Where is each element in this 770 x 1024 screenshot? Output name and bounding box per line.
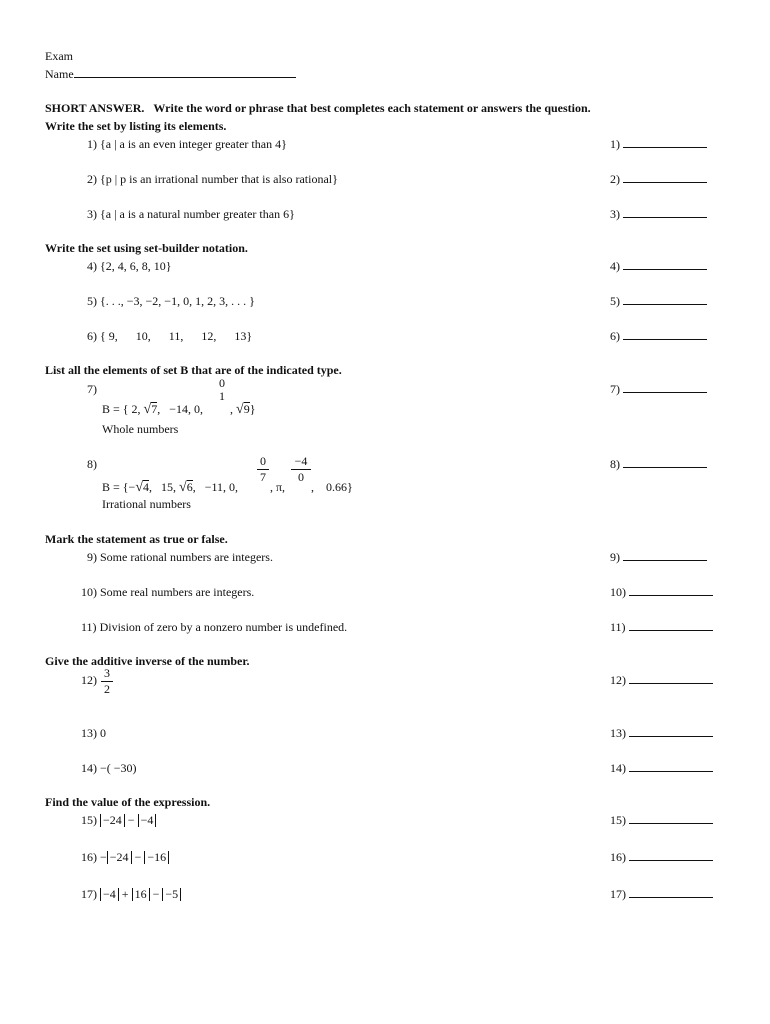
answer-number: 1) (610, 137, 620, 151)
answer-blank[interactable] (623, 329, 707, 340)
section-heading: Mark the statement as true or false. (45, 532, 228, 546)
answer-number: 11) (610, 620, 626, 634)
question-7-set (102, 402, 203, 418)
question-text: {. . ., −3, −2, −1, 0, 1, 2, 3, . . . } (100, 294, 255, 308)
answer-blank[interactable] (623, 137, 707, 148)
question-text: {a | a is an even integer greater than 4} (100, 137, 287, 151)
answer-blank[interactable] (629, 585, 713, 596)
answer-number: 13) (610, 726, 626, 740)
answer-blank[interactable] (623, 294, 707, 305)
answer-blank[interactable] (623, 550, 707, 561)
question-8-pi: , π, (270, 480, 286, 494)
instructions-text: Write the word or phrase that best completes each statement or answers the question. (153, 101, 591, 115)
sqrt-icon: √ (179, 480, 187, 495)
radicand: 4 (143, 480, 149, 494)
question-10 (81, 585, 254, 600)
question-7-fraction (217, 377, 227, 403)
instructions (45, 101, 591, 116)
name-line[interactable] (45, 67, 296, 82)
question-number: 1) (87, 137, 97, 151)
short-answer-label: SHORT ANSWER. (45, 101, 145, 115)
question-12-fraction (101, 667, 113, 696)
answer-blank[interactable] (623, 457, 707, 468)
question-7-type: Whole numbers (102, 422, 179, 436)
question-7-number: 7) (87, 382, 97, 396)
answer-number: 12) (610, 673, 626, 687)
sqrt-7 (144, 402, 158, 418)
absolute-value: −4 (138, 814, 157, 827)
question-7-set-end (230, 402, 255, 418)
answer-7[interactable] (610, 382, 707, 397)
operator: − (152, 887, 160, 901)
fraction-numerator: 0 (260, 454, 266, 468)
answer-10[interactable] (610, 585, 713, 600)
section-heading: Write the set by listing its elements. (45, 119, 227, 133)
question-8-type: Irrational numbers (102, 497, 191, 511)
answer-13[interactable] (610, 726, 713, 741)
answer-2[interactable] (610, 172, 707, 187)
answer-blank[interactable] (629, 813, 713, 824)
question-1 (87, 137, 287, 152)
answer-number: 3) (610, 207, 620, 221)
sqrt-icon: √ (135, 480, 143, 495)
fraction-denominator: 2 (104, 682, 110, 696)
operator: − (127, 813, 135, 827)
answer-9[interactable] (610, 550, 707, 565)
answer-1[interactable] (610, 137, 707, 152)
question-number: 3) (87, 207, 97, 221)
absolute-value: 16 (132, 888, 150, 901)
fraction-denominator: 1 (219, 389, 225, 403)
absolute-value: −5 (162, 888, 181, 901)
answer-blank[interactable] (629, 761, 713, 772)
answer-3[interactable] (610, 207, 707, 222)
answer-17[interactable] (610, 887, 713, 902)
question-number: 6) (87, 329, 97, 343)
question-text: Some rational numbers are integers. (100, 550, 273, 564)
answer-number: 6) (610, 329, 620, 343)
answer-8[interactable] (610, 457, 707, 472)
fraction-denominator: 7 (260, 470, 266, 484)
question-number: 13) (81, 726, 97, 740)
answer-number: 2) (610, 172, 620, 186)
set-middle: , −14, 0, (157, 402, 203, 416)
question-9 (87, 550, 273, 565)
question-8-set (102, 480, 238, 496)
absolute-value: −24 (107, 851, 132, 864)
answer-4[interactable] (610, 259, 707, 274)
fraction-denominator: 0 (298, 470, 304, 484)
sqrt-4 (135, 480, 149, 496)
question-8-fraction-2 (291, 455, 311, 484)
absolute-value: −16 (144, 851, 169, 864)
set-open: B = { 2, (102, 402, 141, 416)
absolute-value: −4 (100, 888, 119, 901)
answer-15[interactable] (610, 813, 713, 828)
question-text: Division of zero by a nonzero number is undefined. (99, 620, 348, 634)
operator: − (100, 850, 107, 864)
question-number: 4) (87, 259, 97, 273)
answer-blank[interactable] (623, 172, 707, 183)
operator: − (134, 850, 142, 864)
question-4 (87, 259, 172, 274)
radicand: 6 (186, 480, 193, 494)
sqrt-icon: √ (143, 402, 152, 417)
question-number: 17) (81, 887, 97, 901)
name-label: Name (45, 67, 74, 81)
fraction-numerator: 0 (219, 376, 225, 390)
answer-16[interactable] (610, 850, 713, 865)
question-text: 0 (100, 726, 106, 740)
question-number: 5) (87, 294, 97, 308)
set-part: , 15, (149, 480, 176, 494)
question-15 (81, 813, 156, 828)
answer-blank[interactable] (623, 259, 707, 270)
question-text: { 9, 10, 11, 12, 13} (100, 329, 253, 343)
sqrt-icon: √ (236, 402, 244, 417)
radicand: 9 (243, 402, 250, 416)
question-number: 10) (81, 585, 97, 599)
question-6 (87, 329, 252, 344)
answer-blank[interactable] (623, 207, 707, 218)
answer-number: 8) (610, 457, 620, 471)
sqrt-6 (179, 480, 193, 496)
answer-blank[interactable] (629, 620, 713, 631)
answer-number: 14) (610, 761, 626, 775)
question-8-number: 8) (87, 457, 97, 471)
section-heading: Give the additive inverse of the number. (45, 654, 250, 668)
answer-5[interactable] (610, 294, 707, 309)
sqrt-9 (236, 402, 250, 418)
question-number: 11) (81, 620, 97, 634)
fraction-numerator: 3 (104, 666, 110, 680)
answer-number: 15) (610, 813, 626, 827)
radicand: 7 (151, 402, 158, 416)
fraction-numerator: −4 (294, 454, 308, 468)
question-5 (87, 294, 255, 309)
question-2 (87, 172, 338, 187)
answer-blank[interactable] (629, 726, 713, 737)
name-blank[interactable] (74, 67, 296, 78)
absolute-value: −24 (100, 814, 125, 827)
answer-number: 9) (610, 550, 620, 564)
question-number: 9) (87, 550, 97, 564)
question-3 (87, 207, 295, 222)
question-8-set-end: , 0.66} (311, 480, 353, 494)
answer-number: 16) (610, 850, 626, 864)
set-open: B = {− (102, 480, 136, 494)
question-16 (81, 850, 169, 865)
exam-title: Exam (45, 49, 73, 63)
question-text: Some real numbers are integers. (100, 585, 255, 599)
set-close: } (249, 402, 256, 416)
question-number: 2) (87, 172, 97, 186)
answer-blank[interactable] (623, 382, 707, 393)
question-number: 15) (81, 813, 97, 827)
question-17 (81, 887, 181, 902)
answer-number: 17) (610, 887, 626, 901)
answer-6[interactable] (610, 329, 707, 344)
question-13 (81, 726, 106, 741)
answer-blank[interactable] (629, 887, 713, 898)
question-14 (81, 761, 137, 776)
question-text: {a | a is a natural number greater than 6} (100, 207, 295, 221)
set-part: , −11, 0, (192, 480, 239, 494)
answer-number: 4) (610, 259, 620, 273)
question-11 (81, 620, 347, 635)
answer-blank[interactable] (629, 850, 713, 861)
question-text: {p | p is an irrational number that is also rational} (100, 172, 338, 186)
question-8-fraction-1 (257, 455, 269, 484)
question-text: {2, 4, 6, 8, 10} (100, 259, 172, 273)
answer-12[interactable] (610, 673, 713, 688)
operator: + (121, 887, 129, 901)
question-text: −( −30) (100, 761, 137, 775)
set-comma: , (230, 402, 233, 416)
question-12-number: 12) (81, 673, 97, 687)
question-number: 16) (81, 850, 97, 864)
question-number: 14) (81, 761, 97, 775)
answer-blank[interactable] (629, 673, 713, 684)
answer-number: 5) (610, 294, 620, 308)
answer-number: 10) (610, 585, 626, 599)
section-heading: List all the elements of set B that are of the indicated type. (45, 363, 342, 377)
section-heading: Write the set using set-builder notation. (45, 241, 248, 255)
section-heading: Find the value of the expression. (45, 795, 211, 809)
answer-number: 7) (610, 382, 620, 396)
answer-14[interactable] (610, 761, 713, 776)
answer-11[interactable] (610, 620, 713, 635)
